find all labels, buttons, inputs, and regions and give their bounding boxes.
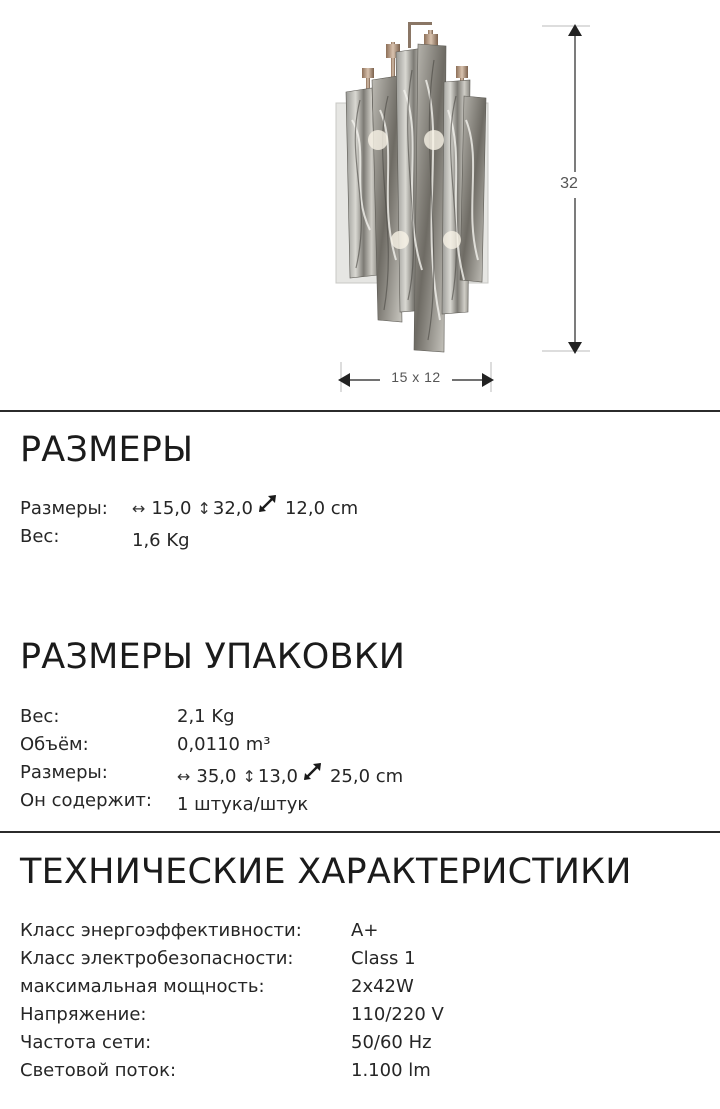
- tech-label: Класс электробезопасности:: [20, 948, 294, 969]
- pack-contains-value: 1 штука/штук: [177, 794, 309, 815]
- pack-size-label: Размеры:: [20, 762, 108, 783]
- tech-value: A+: [351, 920, 379, 941]
- tech-label: Класс энергоэффективности:: [20, 920, 302, 941]
- diagonal-arrow-icon: [257, 492, 279, 514]
- tech-label: Напряжение:: [20, 1004, 147, 1025]
- section-title-packaging: РАЗМЕРЫ УПАКОВКИ: [20, 637, 406, 677]
- size-height: 32,0: [212, 498, 253, 519]
- dimension-width-label: 15 x 12: [391, 369, 441, 385]
- tech-label: максимальная мощность:: [20, 976, 265, 997]
- tech-label: Световой поток:: [20, 1060, 177, 1081]
- tech-value: 1.100 lm: [351, 1060, 431, 1081]
- pack-size-height: 13,0: [257, 766, 298, 787]
- tech-value: 50/60 Hz: [351, 1032, 432, 1053]
- section-divider: [0, 831, 720, 833]
- tech-value: 110/220 V: [351, 1004, 444, 1025]
- product-figure: [0, 0, 720, 410]
- weight-label: Вес:: [20, 526, 60, 547]
- pack-size-value: [177, 765, 403, 789]
- size-label: Размеры:: [20, 498, 108, 519]
- pack-weight-value: 2,1 Kg: [177, 706, 235, 727]
- wall-lamp-image: [0, 0, 720, 410]
- height-arrow-icon: ↕: [242, 767, 256, 786]
- section-title-technical: ТЕХНИЧЕСКИЕ ХАРАКТЕРИСТИКИ: [20, 852, 632, 892]
- tech-value: Class 1: [351, 948, 416, 969]
- height-arrow-icon: ↕: [197, 499, 211, 518]
- tech-value: 2x42W: [351, 976, 414, 997]
- dimension-height-label: 32: [560, 175, 578, 192]
- size-depth: 12,0 cm: [284, 498, 359, 519]
- tech-label: Частота сети:: [20, 1032, 152, 1053]
- width-arrow-icon: ↔: [132, 499, 146, 518]
- weight-value: 1,6 Kg: [132, 530, 190, 551]
- section-divider: [0, 410, 720, 412]
- section-title-dimensions: РАЗМЕРЫ: [20, 430, 194, 470]
- diagonal-arrow-icon: [302, 760, 324, 782]
- pack-volume-value: 0,0110 m³: [177, 734, 271, 755]
- pack-size-width: 35,0: [196, 766, 237, 787]
- pack-volume-label: Объём:: [20, 734, 89, 755]
- pack-size-depth: 25,0 cm: [329, 766, 404, 787]
- size-width: 15,0: [151, 498, 192, 519]
- size-value: [132, 497, 358, 521]
- pack-contains-label: Он содержит:: [20, 790, 152, 811]
- width-arrow-icon: ↔: [177, 767, 191, 786]
- pack-weight-label: Вес:: [20, 706, 60, 727]
